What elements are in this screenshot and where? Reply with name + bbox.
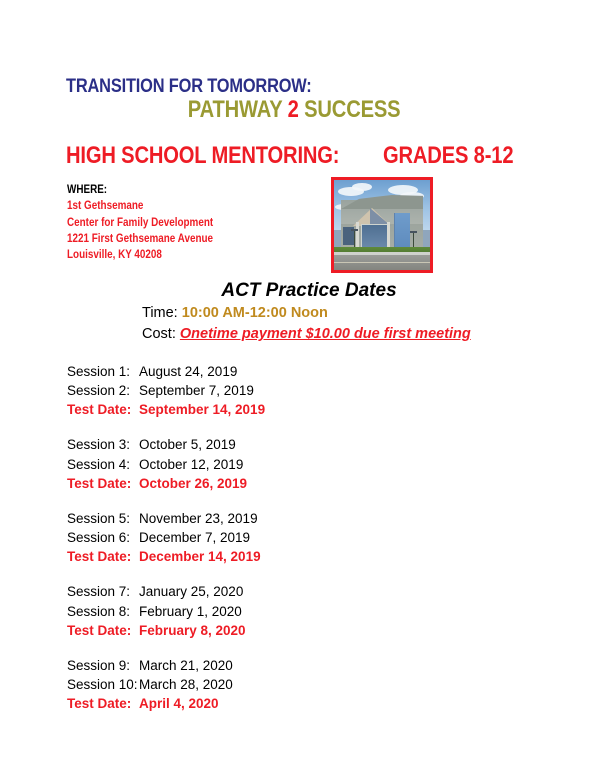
time-row [142,303,471,324]
photo-entry-column [356,222,359,247]
headline-transition-line: TRANSITION FOR TOMORROW: [66,75,312,97]
session-row [67,455,487,474]
photo-cloud [352,183,372,191]
session-label: Session 9: [67,657,131,673]
session-date: October 12, 2019 [139,456,244,472]
session-date: August 24, 2019 [139,364,238,379]
test-date-value: October 26, 2019 [139,475,248,491]
test-date-label: Test Date: [67,475,132,491]
headline-pathway-number: 2 [287,96,299,124]
photo-entry-column [387,222,390,247]
location-name: 1st Gethsemane [67,200,144,213]
test-date-value: December 14, 2019 [139,549,261,565]
photo-lot-stripe [334,262,430,263]
session-date: September 7, 2019 [139,383,254,399]
headline-block [66,76,540,123]
location-street: 1221 First Gethsemane Avenue [67,232,214,245]
cost-row [142,324,471,345]
grades-label: GRADES 8-12 [383,142,514,169]
session-row [67,582,487,601]
test-date-label: Test Date: [67,622,132,638]
meta-block [142,303,471,345]
session-row [67,509,487,528]
building-photo-image [334,180,430,270]
session-label: Session 6: [67,530,131,546]
photo-lamp-head [351,229,358,231]
where-label: WHERE: [67,184,108,196]
session-label: Session 3: [67,437,131,453]
session-label: Session 1: [67,364,131,379]
session-label: Session 8: [67,603,131,619]
session-label: Session 10: [67,677,138,693]
session-label: Session 7: [67,584,131,600]
test-date-label: Test Date: [67,696,132,712]
program-headline [66,142,513,170]
test-date-row [67,474,487,493]
building-photo [331,177,433,273]
session-date: December 7, 2019 [139,530,251,546]
program-headline-label: HIGH SCHOOL MENTORING: [66,142,340,169]
time-label: Time: [142,305,178,321]
cost-value: Onetime payment $10.00 due first meeting [179,326,471,343]
session-label: Session 2: [67,383,131,399]
session-row [67,675,487,694]
time-value: 10:00 AM-12:00 Noon [181,305,328,321]
headline-pathway-line [66,98,464,123]
location-org: Center for Family Development [67,216,214,229]
photo-blue-panel [394,213,410,247]
session-group [67,509,487,566]
session-date: March 28, 2020 [139,677,233,693]
headline-pathway-text: PATHWAY [187,96,288,124]
session-date: March 21, 2020 [139,657,233,673]
test-date-row [67,400,487,419]
test-date-value: February 8, 2020 [139,622,246,638]
session-group [67,656,487,713]
session-date: November 23, 2019 [139,510,258,526]
cost-label: Cost: [142,326,176,343]
session-row [67,602,487,621]
session-row [67,381,487,400]
session-group [67,582,487,639]
photo-lamp-head [410,231,417,233]
session-date: February 1, 2020 [139,603,242,619]
headline-success-text: SUCCESS [298,96,401,124]
session-date: October 5, 2019 [139,437,236,453]
session-row [67,362,487,381]
session-label: Session 4: [67,456,131,472]
session-date: January 25, 2020 [139,584,244,600]
session-group [67,435,487,492]
test-date-row [67,547,487,566]
photo-entry-doors [361,224,388,248]
test-date-row [67,694,487,713]
test-date-label: Test Date: [67,549,132,565]
session-row [67,528,487,547]
test-date-value: September 14, 2019 [139,402,266,418]
session-row [67,656,487,675]
location-city-state-zip: Louisville, KY 40208 [67,249,162,262]
session-schedule [67,362,487,713]
test-date-value: April 4, 2020 [139,696,219,712]
session-label: Session 5: [67,510,131,526]
session-row [67,435,487,454]
section-title: ACT Practice Dates [221,280,397,301]
session-group [67,362,487,419]
test-date-label: Test Date: [67,402,132,418]
test-date-row [67,621,487,640]
location-block [67,182,213,264]
